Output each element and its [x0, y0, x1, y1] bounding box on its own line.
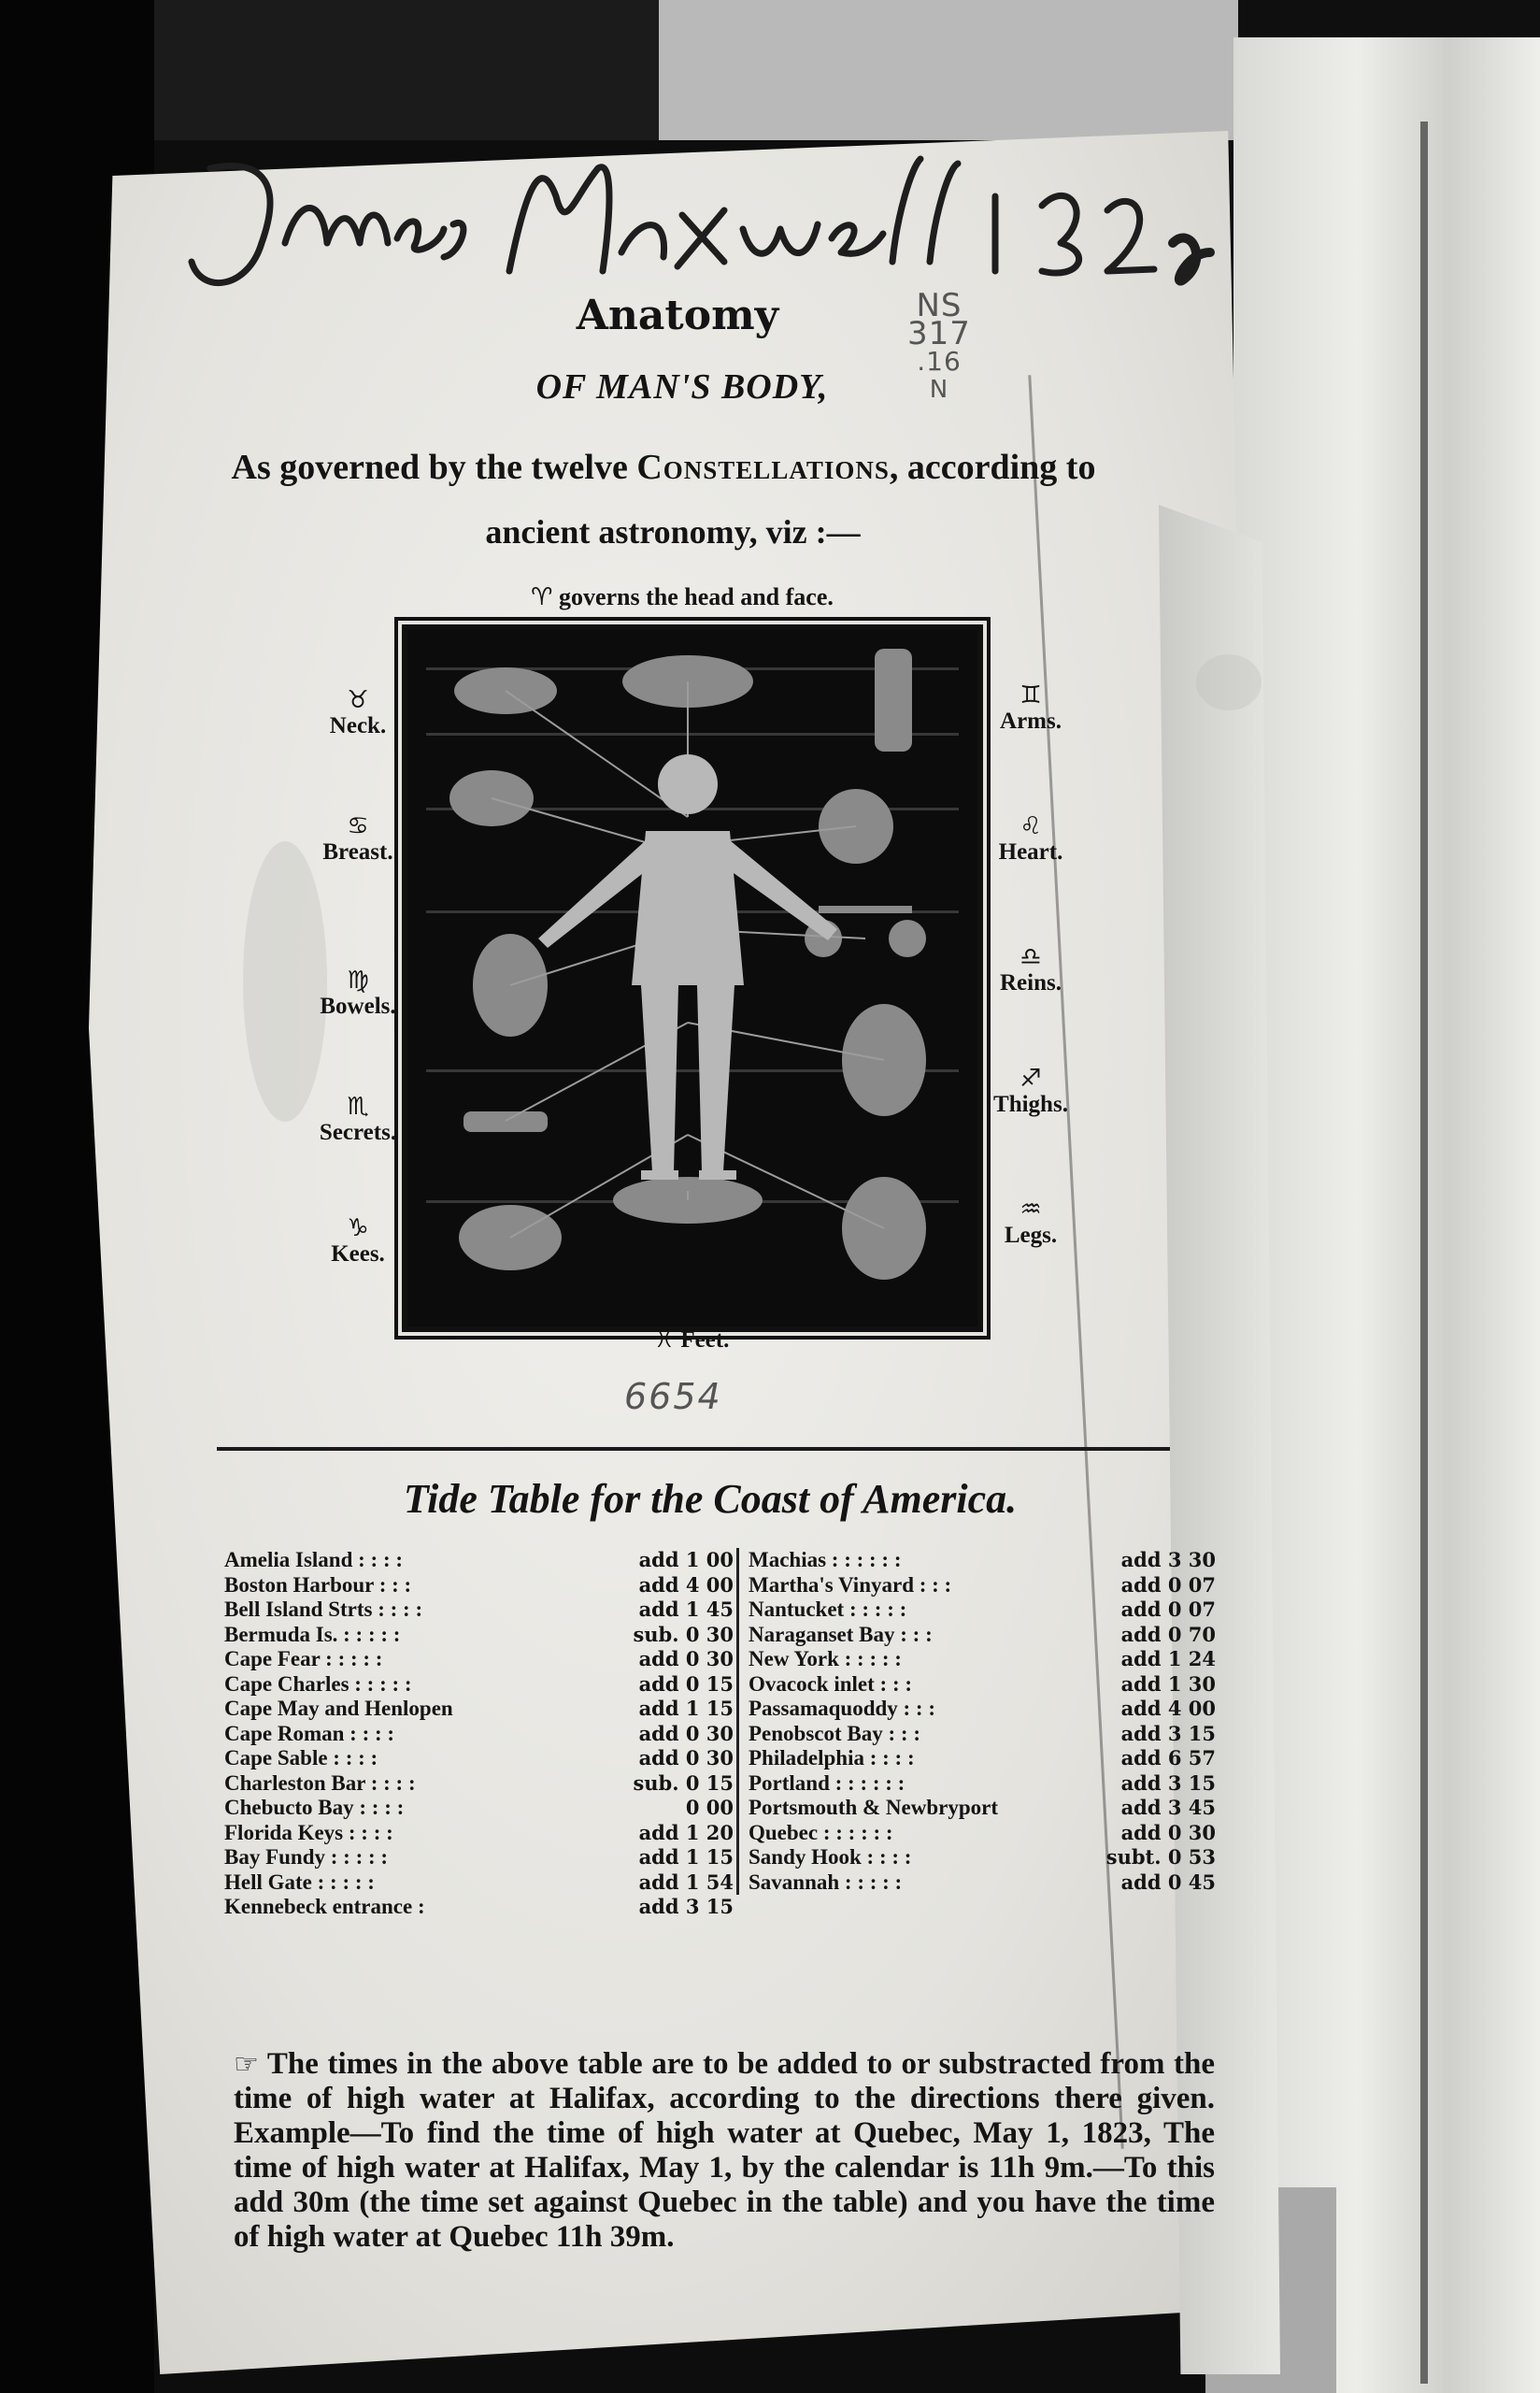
tide-correction: add 0 45 — [1120, 1870, 1216, 1894]
accession-number: 6654 — [624, 1376, 722, 1417]
tide-correction: add 1 54 — [638, 1870, 734, 1894]
book-spine-shadow — [1420, 122, 1428, 2384]
zodiac-label-secrets: ♏ Secrets. — [297, 1094, 419, 1146]
tide-correction: add 3 45 — [1120, 1796, 1216, 1819]
tide-place: Savannah : : : : : — [749, 1870, 903, 1894]
tide-place: Penobscot Bay : : : — [749, 1721, 920, 1745]
sagittarius-icon: ♐ — [1020, 1065, 1042, 1093]
tide-correction: add 0 07 — [1120, 1572, 1216, 1597]
tide-correction: add 4 00 — [1120, 1697, 1216, 1720]
tide-table-row — [224, 1895, 734, 1920]
tide-place: Charleston Bar : : : : — [224, 1770, 416, 1795]
tide-table-row — [749, 1746, 1216, 1771]
paper-stain — [1196, 654, 1262, 710]
tide-table-row — [224, 1845, 734, 1870]
tide-place: Kennebeck entrance : — [224, 1895, 425, 1918]
tide-table-row — [224, 1746, 734, 1771]
tide-correction: add 1 20 — [638, 1820, 734, 1844]
leo-icon: ♌ — [1020, 812, 1042, 840]
zodiac-label-bowels: ♍ Bowels. — [297, 967, 419, 1020]
libra-icon: ♎ — [1020, 943, 1042, 971]
virgo-icon: ♍ — [347, 967, 369, 995]
tide-table-row — [749, 1821, 1216, 1846]
tide-correction: add 3 15 — [1120, 1770, 1216, 1795]
tide-table-row — [224, 1623, 734, 1648]
tide-place: Amelia Island : : : : — [224, 1548, 404, 1571]
pointing-hand-icon: ☞ — [234, 2048, 259, 2081]
catalog-mark: NS 317 .16 N — [907, 287, 971, 404]
tide-correction: add 0 30 — [1120, 1820, 1216, 1844]
tide-table-row — [749, 1722, 1216, 1747]
scanner-backdrop-top — [154, 0, 659, 140]
tide-place: Passamaquoddy : : : — [749, 1697, 936, 1720]
tide-place: Cape Roman : : : : — [224, 1721, 395, 1745]
tide-table-column-right — [736, 1548, 1216, 1895]
adjacent-book-page — [1233, 37, 1540, 2393]
tide-table-row — [749, 1548, 1216, 1573]
heading-line: ancient astronomy, viz :— — [485, 513, 861, 551]
gemini-icon: ♊ — [1020, 681, 1042, 709]
tide-table-row — [224, 1548, 734, 1573]
tide-place: Portsmouth & Newbryport — [749, 1796, 999, 1819]
tide-table-row — [749, 1796, 1216, 1821]
tide-correction: add 1 15 — [638, 1697, 734, 1720]
tide-table-row — [749, 1623, 1216, 1648]
zodiac-label-reins: ♎ Reins. — [970, 944, 1091, 996]
tide-table-row — [224, 1697, 734, 1722]
tide-table-row — [749, 1647, 1216, 1672]
tide-place: Bell Island Strts : : : : — [224, 1598, 423, 1621]
tide-place: Sandy Hook : : : : — [749, 1845, 912, 1869]
tide-correction: add 0 30 — [638, 1746, 734, 1770]
tide-correction: add 3 15 — [638, 1895, 734, 1918]
aquarius-icon: ♒ — [1020, 1196, 1042, 1224]
tide-place: Cape Charles : : : : : — [224, 1671, 412, 1696]
cancer-icon: ♋ — [347, 812, 369, 840]
page-title: Anatomy — [576, 292, 779, 339]
pisces-icon: ♓ — [653, 1325, 676, 1353]
tide-correction: add 1 00 — [638, 1548, 734, 1571]
tide-place: Philadelphia : : : : — [749, 1746, 915, 1770]
zodiac-label-heart: ♌ Heart. — [970, 813, 1091, 866]
zodiac-label-thighs: ♐ Thighs. — [970, 1066, 1091, 1118]
tide-place: Cape Fear : : : : : — [224, 1647, 383, 1670]
zodiac-label-neck: ♉ Neck. — [297, 687, 419, 739]
tide-correction: add 0 30 — [638, 1721, 734, 1745]
tide-table — [224, 1548, 1215, 2015]
tide-correction: sub. 0 15 — [633, 1770, 734, 1795]
tide-correction: add 3 15 — [1120, 1721, 1216, 1745]
zodiac-label-knees: ♑ Kees. — [297, 1215, 419, 1268]
backdrop-grey-card — [659, 0, 1238, 140]
note-text: The times in the above table are to be added to or substracted from the time of high water at Halifax, according to the directions there given. Example—To find the time of high water at Quebec, May 1, 1823, The time of high water at Halifax, May 1, by the calendar is 11h 9m.—To this add 30m (the time set against Quebec in the table) and you have the time of high water at Quebec 11h 39m. — [234, 2047, 1216, 2254]
tide-correction: add 0 15 — [638, 1671, 734, 1696]
tide-correction: subt. 0 53 — [1105, 1845, 1216, 1869]
heading-line: As governed by the twelve Constellations, according to — [231, 448, 1096, 487]
tide-correction: add 3 30 — [1120, 1548, 1216, 1571]
tide-table-row — [224, 1598, 734, 1623]
tide-place: Cape May and Henlopen — [224, 1697, 453, 1720]
zodiac-man-woodcut — [402, 624, 983, 1332]
tide-table-row — [749, 1697, 1216, 1722]
zodiac-label-legs: ♒ Legs. — [970, 1196, 1091, 1249]
tide-table-row — [749, 1672, 1216, 1698]
aries-icon: ♈ — [531, 583, 553, 611]
tide-correction: add 0 07 — [1120, 1598, 1216, 1621]
capricorn-icon: ♑ — [347, 1214, 369, 1242]
section-divider — [217, 1447, 1170, 1451]
zodiac-label-feet: ♓ Feet. — [653, 1325, 730, 1353]
tide-correction: add 0 30 — [638, 1647, 734, 1670]
tide-place: Ovacock inlet : : : — [749, 1671, 913, 1696]
taurus-icon: ♉ — [347, 686, 369, 714]
tide-place: Machias : : : : : : — [749, 1548, 902, 1571]
tide-place: Nantucket : : : : : — [749, 1598, 907, 1621]
tide-table-row — [224, 1771, 734, 1797]
tide-correction: add 1 45 — [638, 1598, 734, 1621]
tide-table-row — [224, 1573, 734, 1598]
tide-place: Bermuda Is. : : : : : — [224, 1622, 401, 1646]
tide-place: Bay Fundy : : : : : — [224, 1845, 389, 1869]
tide-table-row — [224, 1722, 734, 1747]
tide-place: Cape Sable : : : : — [224, 1746, 378, 1770]
tide-place: Chebucto Bay : : : : — [224, 1796, 405, 1819]
tide-place: Naraganset Bay : : : — [749, 1622, 933, 1646]
tide-place: Hell Gate : : : : : — [224, 1870, 375, 1894]
tide-place: Portland : : : : : : — [749, 1770, 905, 1795]
tide-correction: add 1 30 — [1120, 1671, 1216, 1696]
tide-table-row — [749, 1870, 1216, 1896]
tide-table-row — [224, 1647, 734, 1672]
tide-place: Martha's Vinyard : : : — [749, 1572, 952, 1597]
zodiac-label-arms: ♊ Arms. — [970, 682, 1091, 735]
tide-table-row — [749, 1771, 1216, 1797]
tide-correction: add 1 15 — [638, 1845, 734, 1869]
tide-place: Quebec : : : : : : — [749, 1820, 893, 1844]
tide-place: Florida Keys : : : : — [224, 1820, 393, 1844]
tide-correction: add 6 57 — [1120, 1746, 1216, 1770]
tide-correction: add 0 70 — [1120, 1622, 1216, 1646]
zodiac-label-breast: ♋ Breast. — [297, 813, 419, 866]
tide-table-column-left — [224, 1548, 734, 1920]
tide-table-note — [234, 2047, 1215, 2255]
tide-table-row — [224, 1870, 734, 1896]
zodiac-label-aries: ♈ governs the head and face. — [531, 583, 834, 611]
scorpio-icon: ♏ — [347, 1093, 369, 1121]
tide-correction: 0 00 — [685, 1796, 734, 1819]
tide-place: New York : : : : : — [749, 1647, 902, 1670]
tide-correction: add 1 24 — [1120, 1647, 1216, 1670]
page-subtitle: OF MAN'S BODY, — [535, 367, 829, 407]
tide-table-row — [224, 1672, 734, 1698]
tide-correction: add 4 00 — [638, 1572, 734, 1597]
tide-table-title: Tide Table for the Coast of America. — [403, 1476, 1018, 1522]
tide-table-row — [749, 1573, 1216, 1598]
tide-table-row — [224, 1796, 734, 1821]
tide-table-row — [749, 1598, 1216, 1623]
tide-table-row — [749, 1845, 1216, 1870]
tide-table-row — [224, 1821, 734, 1846]
tide-place: Boston Harbour : : : — [224, 1572, 412, 1597]
tide-correction: sub. 0 30 — [633, 1622, 734, 1646]
